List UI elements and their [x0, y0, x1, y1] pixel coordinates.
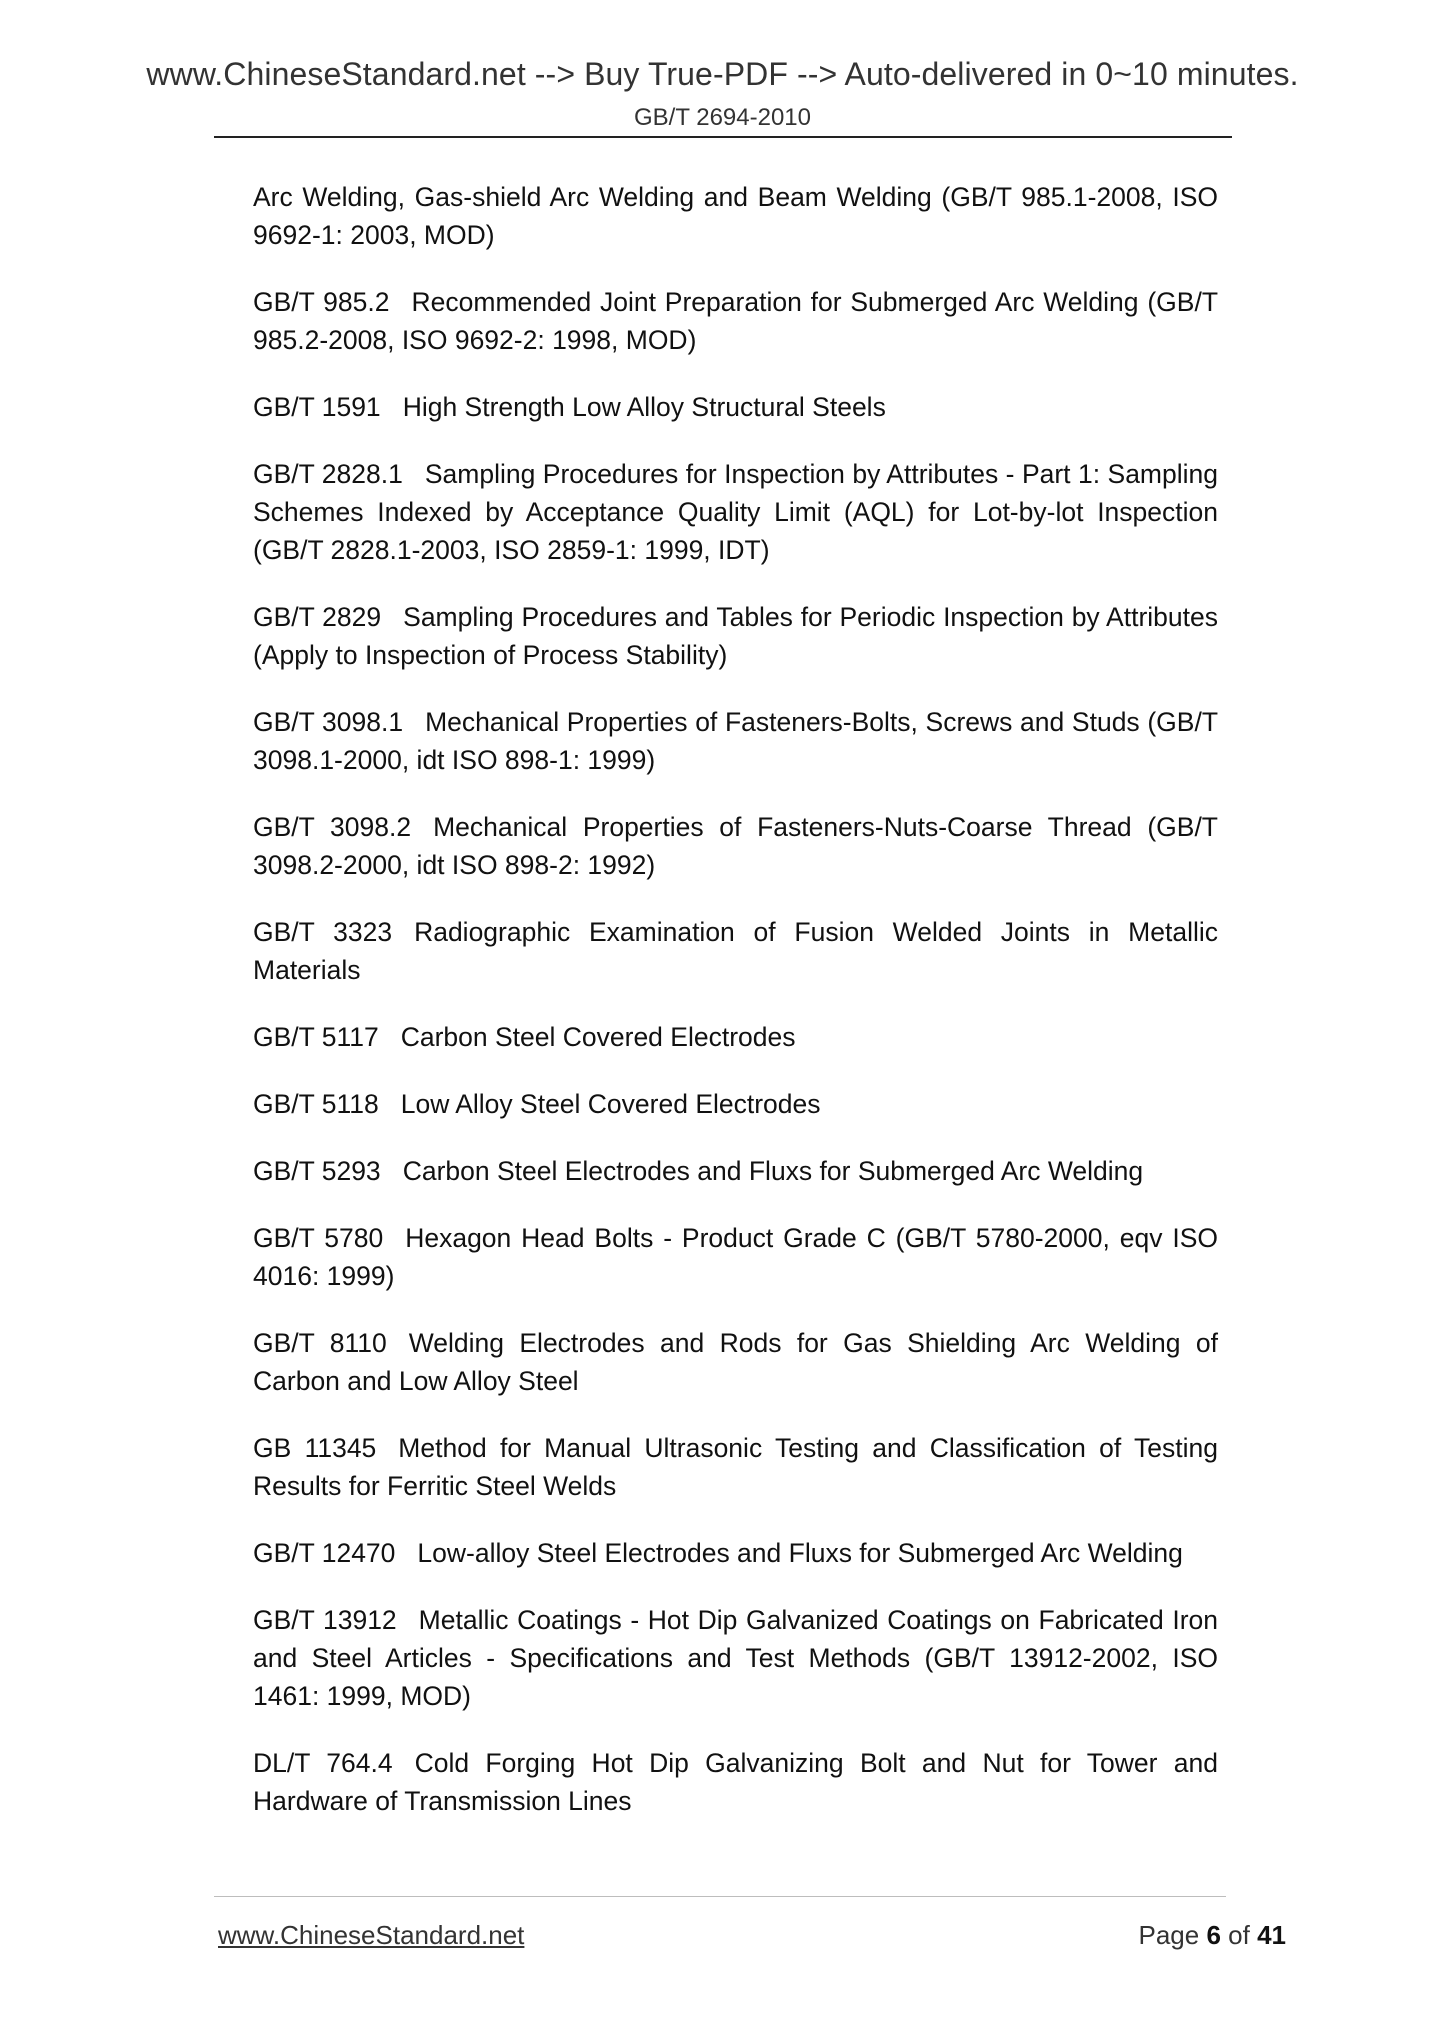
- reference-code: GB/T 3323: [253, 917, 393, 947]
- reference-code: GB/T 8110: [253, 1328, 387, 1358]
- reference-title: Cold Forging Hot Dip Galvanizing Bolt and Nut for Tower and Hardware of Transmission Lines: [253, 1748, 1218, 1816]
- header-banner: www.ChineseStandard.net --> Buy True-PDF --> Auto-delivered in 0~10 minutes.: [146, 56, 1299, 92]
- page-of-label: of: [1228, 1920, 1250, 1950]
- reference-item: [253, 178, 1218, 254]
- reference-title: Metallic Coatings - Hot Dip Galvanized Coatings on Fabricated Iron and Steel Articles - Specifications and Test Methods (GB/T 13912-2002, ISO 1461: 1999, MOD): [253, 1605, 1218, 1711]
- reference-title: Hexagon Head Bolts - Product Grade C (GB/T 5780-2000, eqv ISO 4016: 1999): [253, 1223, 1218, 1291]
- reference-title: High Strength Low Alloy Structural Steels: [402, 392, 886, 422]
- reference-item: [253, 1429, 1218, 1505]
- reference-code: GB/T 3098.2: [253, 812, 412, 842]
- normative-references-list: [253, 178, 1218, 1849]
- page-total: 41: [1257, 1920, 1286, 1950]
- reference-code: GB/T 3098.1: [253, 707, 404, 737]
- reference-code: GB/T 5117: [253, 1022, 379, 1052]
- reference-item: [253, 1152, 1218, 1190]
- page-indicator: [1000, 1920, 1286, 1951]
- reference-code: GB/T 12470: [253, 1538, 396, 1568]
- reference-item: [253, 1534, 1218, 1572]
- footer-divider: [214, 1896, 1226, 1897]
- reference-title: Mechanical Properties of Fasteners-Bolts, Screws and Studs (GB/T 3098.1-2000, idt ISO 898-1: 1999): [253, 707, 1218, 775]
- reference-code: GB/T 2828.1: [253, 459, 403, 489]
- reference-title: Radiographic Examination of Fusion Welded Joints in Metallic Materials: [253, 917, 1218, 985]
- reference-title: Low Alloy Steel Covered Electrodes: [400, 1089, 821, 1119]
- reference-item: [253, 1219, 1218, 1295]
- reference-item: [253, 598, 1218, 674]
- reference-code: DL/T 764.4: [253, 1748, 393, 1778]
- reference-item: [253, 388, 1218, 426]
- reference-code: GB/T 5780: [253, 1223, 384, 1253]
- reference-title: Sampling Procedures for Inspection by Attributes - Part 1: Sampling Schemes Indexed by Acceptance Quality Limit (AQL) for Lot-by-lot Inspection (GB/T 2828.1-2003, ISO 2859-1: 1999, IDT): [253, 459, 1218, 565]
- reference-item: [253, 808, 1218, 884]
- reference-code: GB/T 1591: [253, 392, 381, 422]
- reference-item: [253, 1744, 1218, 1820]
- reference-title: Recommended Joint Preparation for Submerged Arc Welding (GB/T 985.2-2008, ISO 9692-2: 1998, MOD): [253, 287, 1219, 355]
- page-current: 6: [1206, 1920, 1221, 1950]
- reference-code: GB/T 2829: [253, 602, 382, 632]
- reference-title: Mechanical Properties of Fasteners-Nuts-Coarse Thread (GB/T 3098.2-2000, idt ISO 898-2: 1992): [253, 812, 1218, 880]
- reference-title: Welding Electrodes and Rods for Gas Shielding Arc Welding of Carbon and Low Alloy Steel: [253, 1328, 1218, 1396]
- page-label: Page: [1138, 1920, 1200, 1950]
- reference-item: [253, 283, 1218, 359]
- reference-title: Carbon Steel Covered Electrodes: [400, 1022, 796, 1052]
- reference-code: GB/T 5118: [253, 1089, 379, 1119]
- reference-code: GB/T 5293: [253, 1156, 381, 1186]
- reference-item: [253, 1018, 1218, 1056]
- header-divider: [214, 136, 1232, 138]
- reference-item: [253, 1601, 1218, 1715]
- reference-item: [253, 455, 1218, 569]
- reference-code: GB 11345: [253, 1433, 377, 1463]
- reference-title: Low-alloy Steel Electrodes and Fluxs for Submerged Arc Welding: [417, 1538, 1183, 1568]
- reference-code: GB/T 985.2: [253, 287, 390, 317]
- reference-title: Arc Welding, Gas-shield Arc Welding and Beam Welding (GB/T 985.1-2008, ISO 9692-1: 2003, MOD): [253, 182, 1218, 250]
- reference-title: Sampling Procedures and Tables for Periodic Inspection by Attributes (Apply to Inspection of Process Stability): [253, 602, 1218, 670]
- reference-item: [253, 703, 1218, 779]
- reference-item: [253, 1324, 1218, 1400]
- footer-site-link[interactable]: www.ChineseStandard.net: [218, 1920, 525, 1950]
- standard-code: GB/T 2694-2010: [633, 104, 811, 131]
- reference-title: Carbon Steel Electrodes and Fluxs for Submerged Arc Welding: [402, 1156, 1144, 1186]
- reference-item: [253, 913, 1218, 989]
- reference-item: [253, 1085, 1218, 1123]
- reference-code: GB/T 13912: [253, 1605, 397, 1635]
- reference-title: Method for Manual Ultrasonic Testing and Classification of Testing Results for Ferritic Steel Welds: [253, 1433, 1219, 1501]
